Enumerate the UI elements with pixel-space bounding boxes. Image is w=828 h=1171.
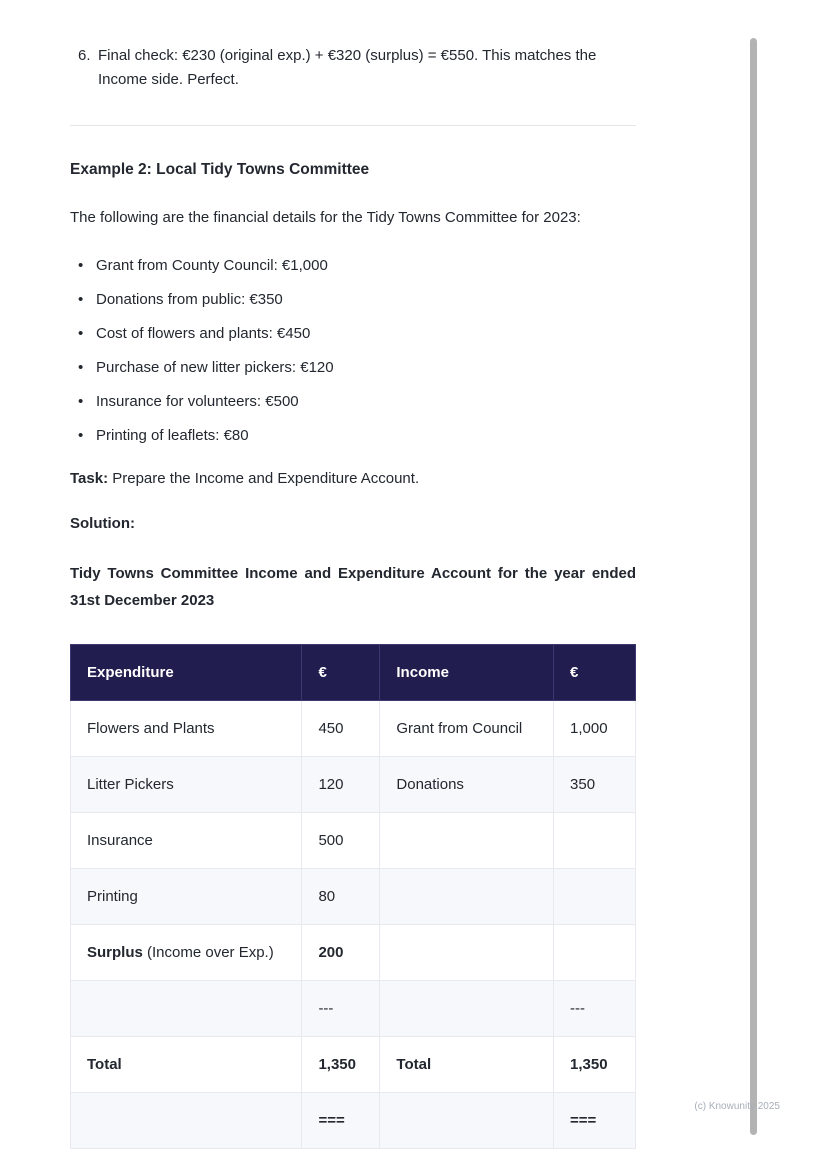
table-row-surplus <box>71 925 636 981</box>
numbered-list-item-6 <box>70 44 636 92</box>
table-row-total-rule <box>71 1093 636 1149</box>
surplus-label: Surplus <box>87 944 143 961</box>
list-item <box>70 324 636 344</box>
table-row <box>71 813 636 869</box>
income-item-cell <box>380 813 554 869</box>
account-title: Tidy Towns Committee Income and Expenditure Account for the year ended 31st December 2023 <box>70 565 636 609</box>
expenditure-amount-cell: === <box>302 1093 380 1149</box>
expenditure-item-cell <box>71 1093 302 1149</box>
list-item-number: 6. <box>78 47 91 64</box>
scrollbar-thumb[interactable] <box>750 38 757 1135</box>
expenditure-total-amount: 1,350 <box>302 1037 380 1093</box>
table-row-subtotal-rule <box>71 981 636 1037</box>
bullet-icon: • <box>78 257 84 274</box>
expenditure-amount-cell: 450 <box>302 701 380 757</box>
section-divider <box>70 125 636 126</box>
list-item <box>70 392 636 412</box>
final-check-text: Final check: €230 (original exp.) + €320 (surplus) = €550. This matches the Income side. Perfect. <box>98 47 597 88</box>
income-item-cell: Grant from Council <box>380 701 554 757</box>
bullet-text: Printing of leaflets: €80 <box>96 427 249 444</box>
expenditure-amount-cell: 80 <box>302 869 380 925</box>
expenditure-item-cell: Flowers and Plants <box>71 701 302 757</box>
watermark-text: (c) Knowunity 2025 <box>694 1101 780 1112</box>
list-item <box>70 256 636 276</box>
list-item <box>70 426 636 446</box>
document-content <box>70 44 636 1149</box>
income-amount-cell <box>554 925 636 981</box>
bullet-text: Cost of flowers and plants: €450 <box>96 325 311 342</box>
solution-label: Solution: <box>70 515 135 532</box>
intro-paragraph: The following are the financial details for the Tidy Towns Committee for 2023: <box>70 209 581 226</box>
expenditure-amount-cell: --- <box>302 981 380 1037</box>
table-row <box>71 757 636 813</box>
income-amount-cell <box>554 869 636 925</box>
bullet-text: Grant from County Council: €1,000 <box>96 257 328 274</box>
list-item <box>70 358 636 378</box>
bullet-icon: • <box>78 359 84 376</box>
income-amount-cell: === <box>554 1093 636 1149</box>
income-item-cell <box>380 869 554 925</box>
header-euro-exp: € <box>302 645 380 701</box>
income-expenditure-table <box>70 644 636 1149</box>
bullet-icon: • <box>78 427 84 444</box>
header-income: Income <box>380 645 554 701</box>
bullet-text: Purchase of new litter pickers: €120 <box>96 359 334 376</box>
expenditure-total-label: Total <box>71 1037 302 1093</box>
surplus-note: (Income over Exp.) <box>147 944 274 961</box>
income-amount-cell: --- <box>554 981 636 1037</box>
income-amount-cell: 350 <box>554 757 636 813</box>
expenditure-item-cell: Litter Pickers <box>71 757 302 813</box>
table-row-total <box>71 1037 636 1093</box>
income-item-cell <box>380 981 554 1037</box>
task-text: Prepare the Income and Expenditure Account. <box>112 470 420 487</box>
example-heading: Example 2: Local Tidy Towns Committee <box>70 161 370 178</box>
financial-details-list <box>70 256 636 446</box>
table-row <box>71 869 636 925</box>
income-amount-cell <box>554 813 636 869</box>
income-total-label: Total <box>380 1037 554 1093</box>
table-header-row <box>71 645 636 701</box>
expenditure-item-cell <box>71 981 302 1037</box>
income-item-cell <box>380 1093 554 1149</box>
expenditure-amount-cell: 200 <box>302 925 380 981</box>
expenditure-item-cell <box>71 925 302 981</box>
income-item-cell: Donations <box>380 757 554 813</box>
income-amount-cell: 1,000 <box>554 701 636 757</box>
expenditure-amount-cell: 120 <box>302 757 380 813</box>
expenditure-item-cell: Insurance <box>71 813 302 869</box>
bullet-icon: • <box>78 393 84 410</box>
income-item-cell <box>380 925 554 981</box>
bullet-icon: • <box>78 325 84 342</box>
bullet-icon: • <box>78 291 84 308</box>
income-total-amount: 1,350 <box>554 1037 636 1093</box>
expenditure-amount-cell: 500 <box>302 813 380 869</box>
header-expenditure: Expenditure <box>71 645 302 701</box>
task-label: Task: <box>70 470 109 487</box>
bullet-text: Donations from public: €350 <box>96 291 283 308</box>
table-row <box>71 701 636 757</box>
bullet-text: Insurance for volunteers: €500 <box>96 393 299 410</box>
expenditure-item-cell: Printing <box>71 869 302 925</box>
task-line <box>70 468 636 490</box>
list-item <box>70 290 636 310</box>
header-euro-inc: € <box>554 645 636 701</box>
